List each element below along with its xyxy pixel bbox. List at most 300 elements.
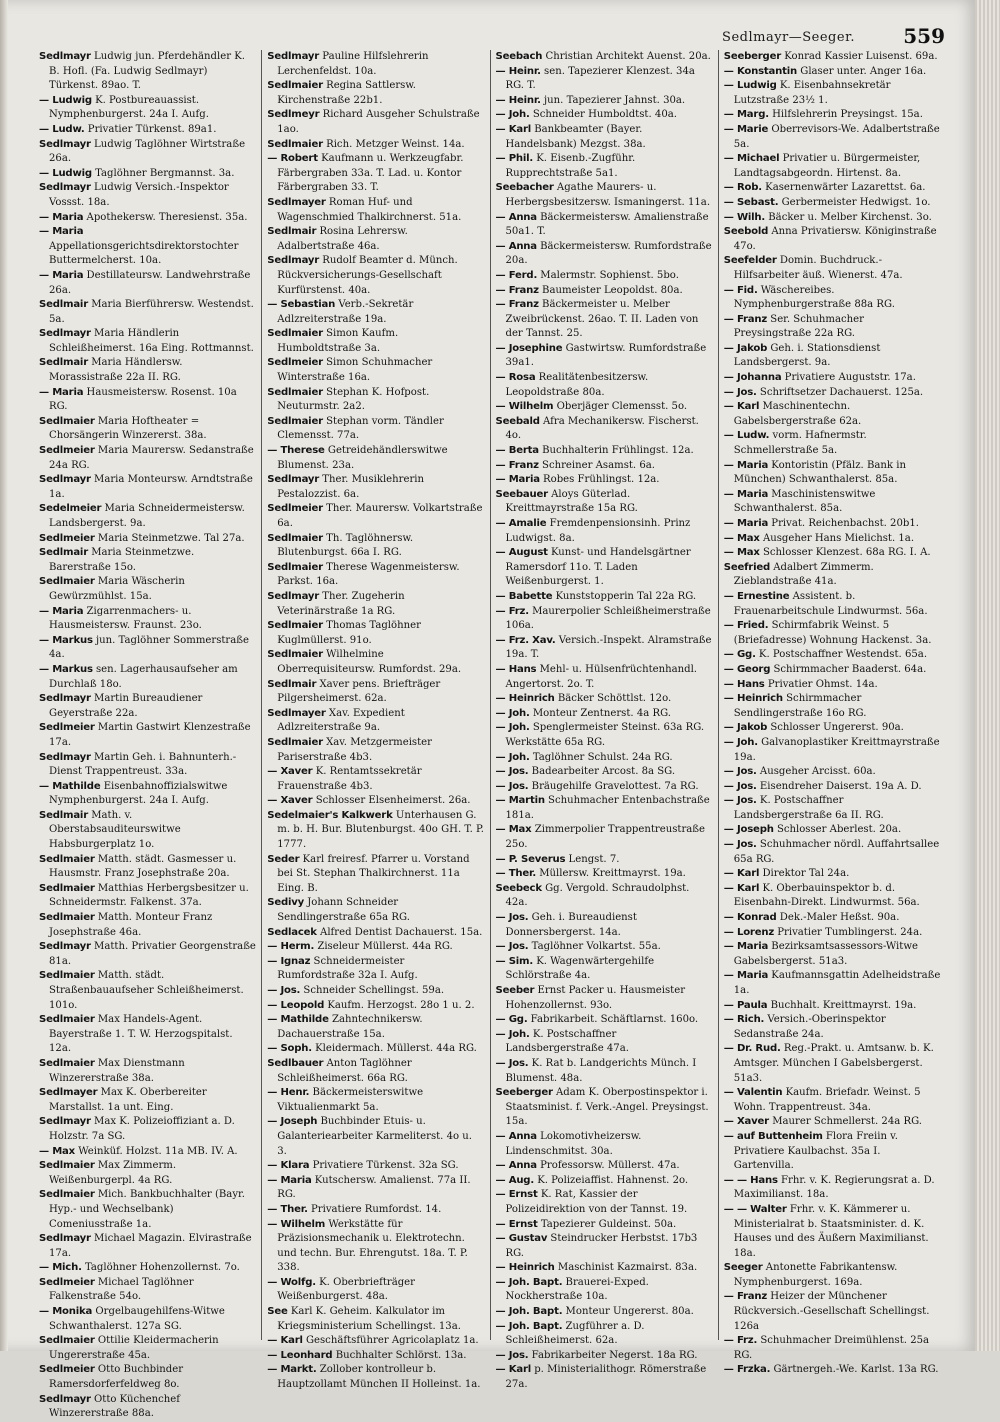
entry-name: Sedlmayr: [267, 474, 320, 486]
entry-details: sen. Lagerhausaufseher am Durchlaß 18o.: [49, 663, 238, 690]
entry-details: Geschäftsführer Agricolaplatz 1a.: [305, 1335, 479, 1347]
entry-name: — Franz: [723, 313, 768, 325]
entry-name: — Gg.: [495, 1014, 528, 1026]
entry-name: Sedlacek: [267, 926, 317, 938]
directory-entry: [267, 356, 484, 385]
entry-name: — Jos.: [723, 780, 757, 792]
directory-entry: [267, 999, 484, 1014]
directory-entry: [39, 882, 256, 911]
entry-details: Simon Schuhmacher Winterstraße 16a.: [277, 357, 433, 384]
entry-details: Maria Wäscherin Gewürzmühlst. 15a.: [49, 576, 185, 602]
directory-entry: [267, 794, 484, 809]
entry-details: Geh. i. Stationsdienst Landsbergerst. 9a.: [733, 342, 881, 369]
entry-details: Frhr. v. K. Kämmerer u. Ministerialrat b. Staatsminister. d. K. Hauses und des Äußern Maximilianst. 18a.: [733, 1203, 929, 1259]
entry-name: Sedlmayr: [267, 590, 320, 602]
entry-name: — Jos.: [495, 780, 529, 792]
directory-entry: [724, 1115, 941, 1130]
directory-entry: [39, 546, 256, 575]
entry-name: — Max: [39, 1145, 75, 1157]
entry-details: Math. v. Oberstabsauditeurswitwe Habsburgerplatz 1o.: [49, 809, 181, 851]
directory-entry: [267, 1305, 484, 1334]
entry-name: Sedlmeier: [267, 503, 323, 515]
directory-entry: [724, 342, 941, 371]
entry-name: Sedlmaier: [267, 532, 323, 544]
entry-details: K. Rat, Kassier der Polizeidirektion von der Tannst. 19.: [505, 1189, 688, 1215]
entry-name: — Ludwig: [39, 94, 92, 106]
entry-name: Sedlbauer: [267, 1057, 324, 1069]
directory-entry: [724, 1203, 941, 1261]
entry-name: Sedlmayer: [267, 196, 326, 208]
entry-name: Sedelmaier's Kalkwerk: [267, 809, 393, 821]
directory-entry: [39, 692, 256, 721]
entry-name: — Heinr.: [495, 94, 541, 106]
entry-name: — Joseph: [267, 1116, 318, 1128]
entry-name: Sedlmaier: [39, 1160, 95, 1172]
directory-entry: [267, 561, 484, 590]
entry-name: — Joh. Bapt.: [495, 1276, 563, 1288]
directory-entry: [267, 1115, 484, 1159]
directory-entry: [724, 196, 941, 211]
entry-details: Buchbinder Etuis- u. Galanteriearbeiter Karmeliterst. 4o u. 3.: [277, 1116, 473, 1157]
directory-entry: [267, 386, 484, 415]
entry-name: Sedelmeier: [39, 503, 102, 515]
directory-entry: [496, 108, 713, 123]
entry-name: — Martin: [495, 795, 545, 807]
entry-details: Ser. Schuhmacher Preysingstraße 22a RG.: [733, 313, 864, 340]
entry-details: Fabrikarbeit. Schäftlarnst. 160o.: [530, 1014, 699, 1026]
directory-entry: [496, 823, 713, 852]
entry-details: Maria Steinmetzwe. Barerstraße 15o.: [49, 547, 195, 573]
entry-name: — Joh.: [495, 109, 530, 121]
entry-details: Destillateursw. Landwehrstraße 26a.: [49, 269, 251, 296]
directory-entry: [39, 269, 256, 298]
entry-details: Ludwig Versich.-Inspektor Vossst. 18a.: [49, 182, 229, 208]
directory-entry: [496, 415, 713, 444]
entry-details: Eisenbahnoffizialswitwe Nymphenburgerst. 24a I. Aufg.: [49, 780, 228, 807]
entry-name: — Frz.: [723, 1335, 758, 1347]
entry-name: — Ernst: [495, 1189, 538, 1201]
entry-details: Otto Küchenchef Winzererstraße 88a.: [49, 1393, 180, 1420]
directory-entry: [267, 532, 484, 561]
entry-details: Dek.-Maler Heßst. 90a.: [779, 912, 900, 924]
directory-entry: [39, 1276, 256, 1305]
directory-entry: [496, 298, 713, 342]
entry-details: Adam K. Oberpostinspektor i. Staatsminist. f. Verk.-Angel. Preysingst. 15a.: [505, 1087, 709, 1128]
entry-details: Max K. Oberbereiter Marstallst. 1a unt. Eing.: [49, 1087, 207, 1113]
entry-name: Seebauer: [495, 488, 548, 500]
directory-entry: [724, 1013, 941, 1042]
directory-entry: [267, 1159, 484, 1174]
directory-entry: [267, 619, 484, 648]
entry-details: Maria Monteursw. Arndtstraße 1a.: [49, 474, 253, 500]
directory-entry: [496, 663, 713, 692]
directory-entry: [39, 1261, 256, 1276]
entry-details: Xav. Metzgermeister Pariserstraße 4b3.: [277, 736, 432, 763]
directory-entry: [724, 1086, 941, 1115]
entry-details: Alfred Dentist Dachauerst. 15a.: [320, 926, 483, 938]
entry-name: Sedlmeier: [39, 532, 95, 544]
directory-entry: [724, 1261, 941, 1290]
entry-name: — Rosa: [495, 372, 536, 384]
entry-name: Sedlmeier: [39, 1276, 95, 1288]
entry-name: — Jos.: [495, 912, 529, 924]
entry-details: Stephan K. Hofpost. Neuturmstr. 2a2.: [277, 386, 430, 413]
directory-entry: [724, 765, 941, 780]
directory-entry: [724, 371, 941, 386]
entry-details: Ernst Packer u. Hausmeister Hohenzollernst. 93o.: [505, 985, 686, 1011]
directory-entry: [267, 298, 484, 327]
entry-name: — Wilhelm: [495, 401, 554, 413]
entry-details: Zimmerpolier Trappentreustraße 25o.: [505, 824, 706, 851]
entry-name: — Michael: [723, 153, 780, 165]
directory-entry: [267, 984, 484, 999]
directory-entry: [496, 1013, 713, 1028]
directory-entry: [496, 692, 713, 707]
directory-entry: [39, 50, 256, 94]
entry-details: Privatiere Rumfordst. 14.: [310, 1203, 442, 1215]
entry-name: Sedlmaier: [39, 912, 95, 924]
entry-details: Privatier Tumblingerst. 24a.: [777, 926, 923, 938]
entry-name: Sedlmaier: [39, 1335, 95, 1347]
entry-name: — Maria: [267, 1174, 312, 1186]
entry-name: Seeberger: [723, 51, 782, 62]
directory-entry: [496, 1349, 713, 1364]
entry-details: Apothekersw. Theresienst. 35a.: [86, 211, 248, 223]
directory-entry: [724, 400, 941, 429]
directory-entry: [496, 1130, 713, 1159]
directory-entry: [39, 663, 256, 692]
entry-name: — Monika: [39, 1306, 93, 1318]
directory-entry: [496, 211, 713, 240]
entry-details: Maria Händlerin Schleißheimerst. 16a Eing. Rottmannst.: [49, 328, 254, 354]
directory-entry: [267, 940, 484, 955]
entry-name: — Xaver: [267, 795, 313, 807]
entry-name: — Rob.: [723, 182, 762, 194]
entry-details: Adalbert Zimmerm. Zieblandstraße 41a.: [733, 561, 874, 588]
directory-entry: [39, 327, 256, 356]
entry-name: — August: [495, 547, 548, 559]
entry-name: Sedlmeyr: [267, 109, 320, 121]
entry-details: K. Postschaffner Westendst. 65a.: [758, 649, 928, 661]
directory-entry: [724, 488, 941, 517]
entry-name: — Max: [723, 532, 760, 544]
entry-name: — Joh.: [495, 751, 530, 763]
entry-name: — Ferd.: [495, 269, 538, 281]
entry-name: Sedlmaier: [267, 649, 323, 661]
entry-name: — Mathilde: [39, 780, 101, 792]
entry-name: — Mich.: [39, 1262, 82, 1274]
directory-entry: [724, 386, 941, 401]
entry-details: Maschinistenswitwe Schwanthalerst. 85a.: [733, 488, 876, 515]
entry-details: Schirmmacher Sendlingerstraße 16o RG.: [733, 693, 867, 719]
entry-details: Max Handels-Agent. Bayerstraße 1. T. W. Herzogspitalst. 12a.: [49, 1014, 233, 1055]
directory-entry: [496, 152, 713, 181]
directory-entry: [724, 546, 941, 561]
entry-name: — Amalie: [495, 518, 547, 529]
entry-name: — Georg: [723, 663, 771, 675]
directory-entry: [496, 284, 713, 299]
entry-details: Badearbeiter Arcost. 8a SG.: [531, 766, 676, 778]
entry-details: K. Eisenb.-Zugführ. Rupprechtstraße 5a1.: [505, 153, 636, 179]
entry-name: Sedlmayr: [39, 328, 91, 340]
directory-entry: [496, 400, 713, 415]
entry-details: Fremdenpensionsinh. Prinz Ludwigst. 8a.: [505, 518, 691, 544]
directory-entry: [724, 1174, 941, 1203]
directory-entry: [724, 65, 941, 80]
entry-details: K. Eisenbahnsekretär Lutzstraße 23½ 1.: [733, 80, 891, 106]
directory-entry: [267, 955, 484, 984]
directory-entry: [267, 50, 484, 79]
directory-entry: [724, 1334, 941, 1363]
directory-entry: [39, 1159, 256, 1188]
entry-details: jun. Tapezierer Jahnst. 30a.: [544, 94, 686, 106]
directory-entry: [724, 736, 941, 765]
entry-name: — Jos.: [723, 839, 757, 851]
directory-entry: [39, 94, 256, 123]
entry-name: — Jakob: [723, 342, 768, 354]
directory-entry: [496, 853, 713, 868]
entry-details: Simon Kaufm. Humboldtstraße 3a.: [277, 328, 399, 354]
directory-entry: [496, 459, 713, 474]
directory-entry: [39, 780, 256, 809]
directory-entry: [724, 969, 941, 998]
entry-name: — Aug.: [495, 1174, 534, 1186]
running-head: Sedlmayr—Seeger.: [722, 30, 855, 45]
entry-details: Privatier Ohmst. 14a.: [767, 678, 878, 690]
directory-entry: [496, 123, 713, 152]
entry-name: — Jos.: [267, 985, 301, 996]
entry-details: Michael Taglöhner Falkenstraße 54o.: [49, 1276, 194, 1303]
directory-entry: [267, 1057, 484, 1086]
entry-name: Seebacher: [495, 182, 554, 194]
entry-details: Karl freiresf. Pfarrer u. Vorstand bei St. Stephan Thalkirchnerst. 11a Eing. B.: [277, 853, 470, 894]
directory-entry: [496, 50, 713, 65]
entry-details: Martin Bureaudiener Geyerstraße 22a.: [49, 693, 203, 719]
entry-details: Baumeister Leopoldst. 80a.: [542, 284, 683, 296]
entry-name: — Berta: [495, 445, 539, 457]
directory-entry: [724, 79, 941, 108]
entry-details: Rudolf Beamter d. Münch. Rückversicherungs-Gesellschaft Kurfürstenst. 40a.: [277, 255, 458, 296]
directory-entry: [496, 707, 713, 722]
directory-entry: [267, 1363, 484, 1392]
entry-details: Taglöhner Schulst. 24a RG.: [532, 751, 673, 763]
entry-name: — Jos.: [723, 795, 757, 807]
entry-name: — Leopold: [267, 999, 325, 1011]
directory-entry: [39, 181, 256, 210]
entry-name: — Heinr.: [495, 65, 541, 77]
directory-entry: [496, 605, 713, 634]
entry-name: Seeber: [495, 985, 535, 996]
entry-details: Glaser unter. Anger 16a.: [800, 65, 927, 77]
entry-details: Xaver pens. Briefträger Pilgersheimerst. 62a.: [277, 678, 441, 705]
entry-name: — Ernst: [495, 1218, 538, 1230]
column-3: [491, 50, 719, 1391]
directory-entry: [496, 371, 713, 400]
entry-details: Monteur Zentnerst. 4a RG.: [532, 707, 671, 719]
directory-entry: [724, 459, 941, 488]
directory-entry: [496, 488, 713, 517]
directory-entry: [39, 298, 256, 327]
entry-details: Max Zimmerm. Weißenburgerpl. 4a RG.: [49, 1160, 177, 1186]
directory-entry: [724, 590, 941, 619]
entry-details: Martin Geh. i. Bahnunterh.-Dienst Trappentreust. 33a.: [49, 751, 237, 778]
entry-details: Stephan vorm. Tändler Clemensst. 77a.: [277, 415, 444, 442]
directory-entry: [496, 1261, 713, 1276]
binding-shadow: [0, 0, 8, 1351]
directory-entry: [496, 1305, 713, 1320]
entry-details: Ther. Zugeherin Veterinärstraße 1a RG.: [277, 590, 405, 617]
entry-details: Maria Händlersw. Morassistraße 22a II. RG.: [49, 357, 183, 384]
entry-name: — Hans: [495, 663, 537, 675]
entry-name: — Joh. Bapt.: [495, 1320, 563, 1332]
entry-name: — Leonhard: [267, 1349, 333, 1361]
entry-name: — Ludwig: [39, 167, 92, 179]
directory-entry: [267, 853, 484, 897]
directory-entry: [724, 225, 941, 254]
directory-entry: [496, 342, 713, 371]
entry-name: Sedlmayr: [267, 255, 320, 267]
directory-entry: [724, 284, 941, 313]
entry-name: Sedlmeier: [39, 722, 95, 734]
entry-details: Ludwig Taglöhner Wirtstraße 26a.: [49, 138, 246, 165]
entry-name: — Robert: [267, 153, 318, 165]
entry-name: — Phil.: [495, 153, 534, 165]
directory-entry: [267, 1086, 484, 1115]
directory-entry: [496, 1218, 713, 1233]
directory-entry: [267, 1218, 484, 1276]
entry-details: Verb.-Sekretär Adlzreiterstraße 19a.: [277, 299, 414, 325]
entry-details: Maria Maurersw. Sedanstraße 24a RG.: [49, 445, 254, 471]
entry-details: Taglöhner Volkartst. 55a.: [531, 941, 661, 953]
directory-entry: [267, 896, 484, 925]
entry-name: — — Hans: [723, 1174, 778, 1186]
entry-name: — Heinrich: [495, 1262, 555, 1274]
directory-entry: [724, 663, 941, 678]
directory-entry: [267, 1042, 484, 1057]
entry-name: — Jos.: [723, 386, 757, 398]
entry-name: — Rich.: [723, 1014, 765, 1026]
entry-name: Seeberger: [495, 1087, 553, 1099]
directory-entry: [267, 1174, 484, 1203]
entry-details: Kaufmann u. Werkzeugfabr. Färbergraben 33a. T. Lad. u. Kontor Färbergraben 33. T.: [277, 153, 464, 194]
entry-details: Max Dienstmann Winzererstraße 38a.: [49, 1057, 185, 1084]
entry-name: Sedlmayr: [39, 138, 91, 150]
directory-entry: [496, 794, 713, 823]
directory-entry: [39, 225, 256, 269]
entry-name: — Sebastian: [267, 299, 336, 311]
entry-details: Domin. Buchdruck.-Hilfsarbeiter äuß. Wienerst. 47a.: [733, 255, 903, 281]
entry-details: Kasernenwärter Lazarettst. 6a.: [765, 182, 926, 194]
directory-entry: [39, 969, 256, 1013]
directory-entry: [724, 911, 941, 926]
entry-details: Ludwig jun. Pferdehändler K. B. Hofl. (Fa. Ludwig Sedlmayr) Türkenst. 89ao. T.: [49, 51, 245, 92]
entry-name: — Frzka.: [723, 1364, 771, 1376]
directory-entry: [496, 751, 713, 766]
directory-entry: [496, 517, 713, 546]
entry-details: Maurerpolier Schleißheimerstraße 106a.: [505, 605, 711, 632]
directory-entry: [496, 780, 713, 795]
entry-details: Lokomotivheizersw. Lindenschmitst. 30a.: [505, 1130, 642, 1157]
directory-entry: [496, 984, 713, 1013]
entry-details: Getreidehändlerswitwe Blumenst. 23a.: [277, 445, 448, 471]
column-2: [262, 50, 490, 1391]
directory-entry: [496, 473, 713, 488]
entry-details: Kunst- und Handelsgärtner Ramersdorf 11o. T. Laden Weißenburgerst. 1.: [505, 547, 691, 588]
directory-entry: [39, 386, 256, 415]
entry-details: Matthias Herbergsbesitzer u. Schneidermstr. Falkenst. 37a.: [49, 882, 249, 909]
directory-entry: [267, 1203, 484, 1218]
entry-name: — Maria: [723, 518, 769, 529]
entry-details: Orgelbaugehilfens-Witwe Schwanthalerst. 127a SG.: [49, 1306, 225, 1332]
entry-details: Ziseleur Müllerst. 44a RG.: [317, 941, 453, 953]
directory-entry: [39, 751, 256, 780]
entry-details: Maurer Schmellerst. 24a RG.: [772, 1116, 922, 1128]
directory-entry: [267, 1013, 484, 1042]
entry-name: — Joh.: [495, 707, 530, 719]
directory-entry: [724, 678, 941, 693]
entry-details: Appellationsgerichtsdirektorstochter Buttermelcherst. 10a.: [49, 240, 239, 267]
entry-details: Schlosser Ungererst. 90a.: [770, 722, 904, 734]
entry-details: Matth. Privatier Georgenstraße 81a.: [49, 941, 256, 967]
entry-details: Assistent. b. Frauenarbeitschule Lindwurmst. 56a.: [733, 590, 928, 617]
entry-details: Therese Wagenmeistersw. Parkst. 16a.: [277, 561, 460, 588]
entry-name: Sedlmaier: [39, 853, 95, 865]
entry-details: Maria Steinmetzwe. Tal 27a.: [97, 532, 245, 544]
entry-details: Antonette Fabrikantensw. Nymphenburgerst. 169a.: [733, 1262, 898, 1288]
column-1: [34, 50, 262, 1420]
directory-entry: [724, 721, 941, 736]
entry-details: Maschinentechn. Gabelsbergerstraße 62a.: [733, 401, 862, 427]
entry-details: Frhr. v. K. Regierungsrat a. D. Maximilianst. 18a.: [733, 1174, 935, 1201]
directory-entry: [496, 940, 713, 955]
directory-entry: [267, 590, 484, 619]
entry-name: Sedlmayer: [267, 707, 326, 719]
entry-details: Schuhmacher Dreimühlenst. 25a RG.: [733, 1335, 930, 1361]
entry-name: — Markt.: [267, 1364, 317, 1376]
entry-name: — Joseph: [723, 824, 774, 836]
entry-details: Privatiere Türkenst. 32a SG.: [312, 1160, 459, 1172]
entry-name: — Anna: [495, 240, 537, 252]
entry-name: Seefelder: [723, 255, 777, 267]
entry-name: Sedlmayr: [39, 1116, 91, 1128]
entry-details: Rich. Metzger Weinst. 14a.: [326, 138, 465, 150]
directory-entry: [724, 794, 941, 823]
column-4: [719, 50, 946, 1376]
directory-entry: [39, 1145, 256, 1160]
directory-entry: [496, 955, 713, 984]
entry-name: — Wilhelm: [267, 1218, 326, 1230]
directory-entry: [267, 138, 484, 153]
entry-details: Buchhalt. Kreittmayrst. 19a.: [770, 999, 917, 1011]
entry-name: — — Walter: [723, 1203, 787, 1215]
directory-entry: [39, 1086, 256, 1115]
entry-name: Sedlmayr: [39, 1393, 91, 1405]
directory-entry: [496, 240, 713, 269]
entry-details: Kaufm. Herzogst. 28o 1 u. 2.: [327, 999, 475, 1011]
entry-name: — Fried.: [723, 620, 769, 632]
entry-details: K. Postbureauassist. Nymphenburgerst. 24a I. Aufg.: [49, 94, 209, 121]
entry-name: Sedlmaier: [39, 1189, 95, 1201]
entry-name: Sedlmayr: [39, 693, 91, 705]
entry-name: — Ernestine: [723, 590, 790, 602]
directory-entry: [724, 1130, 941, 1174]
entry-details: Matth. Monteur Franz Josephstraße 46a.: [49, 912, 213, 938]
directory-entry: [267, 473, 484, 502]
entry-name: Seefried: [723, 561, 771, 573]
entry-name: — Maria: [723, 941, 769, 953]
entry-name: — Anna: [495, 211, 537, 223]
directory-entry: [724, 619, 941, 648]
